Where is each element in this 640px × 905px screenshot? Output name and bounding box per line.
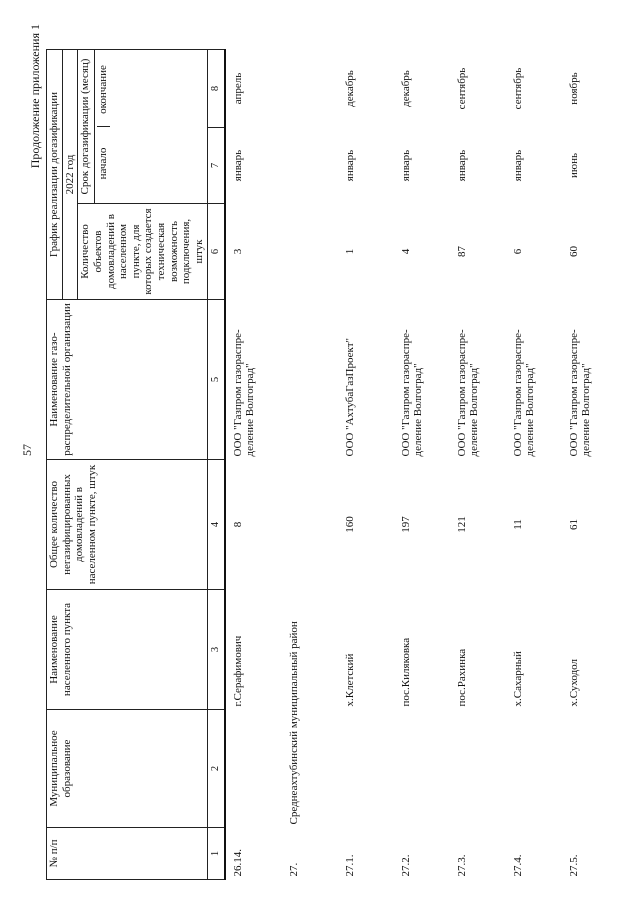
row-municipality — [450, 710, 506, 828]
colnum-8: 8 — [207, 50, 225, 128]
row-total: 197 — [399, 516, 412, 533]
table-row — [225, 50, 282, 880]
colnum-3: 3 — [207, 590, 225, 710]
row-start: январь — [343, 149, 356, 182]
row-objects: 1 — [343, 248, 356, 255]
header-gas-organization: Наименование газо-распределительной организации — [47, 300, 208, 460]
row-total: 61 — [567, 519, 580, 530]
colnum-4: 4 — [207, 460, 225, 590]
row-end: сентябрь — [455, 67, 468, 110]
row-objects: 87 — [455, 246, 468, 257]
row-org: ООО "Газпром газораспре-деление Волгоград" — [455, 329, 481, 457]
row-end — [282, 50, 338, 128]
row-total — [282, 460, 338, 590]
header-end: окончание — [96, 65, 109, 114]
row-start: январь — [511, 149, 524, 182]
row-num: 27.3. — [455, 854, 468, 877]
row-municipality — [338, 710, 394, 828]
row-municipality: Среднеахтубинский муниципальный район — [287, 621, 300, 825]
row-locality: г.Серафимович — [231, 635, 244, 707]
header-start: начало — [97, 126, 110, 200]
row-start — [282, 128, 338, 204]
row-municipality — [562, 710, 618, 828]
row-org: ООО "Газпром газораспре-деление Волгоград" — [511, 329, 537, 457]
page-number: 57 — [20, 444, 34, 456]
row-org: ООО "Газпром газораспре-деление Волгоград" — [231, 329, 257, 457]
column-numbers-row — [207, 50, 225, 880]
row-num: 27.2. — [399, 854, 412, 877]
row-org: ООО "Газпром газораспре-деление Волгоград" — [567, 329, 593, 457]
table-row — [394, 50, 450, 880]
header-num: № п/п — [47, 828, 208, 880]
header-schedule: График реализации догазификации — [47, 50, 63, 300]
row-locality: пос.Рахинка — [455, 648, 468, 707]
row-municipality — [225, 710, 282, 828]
row-end: декабрь — [399, 70, 412, 107]
row-locality: пос.Киляковка — [399, 637, 412, 707]
row-objects: 6 — [511, 248, 524, 255]
colnum-5: 5 — [207, 300, 225, 460]
header-deadline — [78, 50, 207, 204]
row-total: 121 — [455, 516, 468, 533]
row-num: 27. — [287, 862, 300, 877]
appendix-label: Продолжение приложения 1 — [28, 24, 42, 169]
table-row — [282, 50, 338, 880]
header-locality: Наименование населенного пункта — [47, 590, 208, 710]
row-objects: 60 — [567, 246, 580, 257]
row-total: 8 — [231, 521, 244, 528]
row-end: сентябрь — [511, 67, 524, 110]
table-row — [338, 50, 394, 880]
row-objects — [282, 204, 338, 300]
row-locality: х.Суходол — [567, 658, 580, 707]
header-year: 2022 год — [62, 50, 78, 300]
row-start: январь — [231, 149, 244, 182]
row-num: 27.5. — [567, 854, 580, 877]
row-total: 160 — [343, 516, 356, 533]
row-end: апрель — [231, 72, 244, 105]
row-locality: х.Сахарный — [511, 651, 524, 707]
document-page — [12, 20, 632, 880]
header-deadline-sub — [97, 53, 110, 200]
colnum-1: 1 — [207, 828, 225, 880]
colnum-6: 6 — [207, 204, 225, 300]
colnum-7: 7 — [207, 128, 225, 204]
row-end: декабрь — [343, 70, 356, 107]
row-num: 26.14. — [231, 849, 244, 877]
row-num: 27.4. — [511, 854, 524, 877]
row-locality: х.Клетский — [343, 653, 356, 707]
header-municipality: Муниципальное образование — [47, 710, 208, 828]
row-start: январь — [455, 149, 468, 182]
row-org: ООО "АхтубаГазПроект" — [343, 337, 356, 457]
table-body — [225, 50, 618, 880]
table-header — [47, 50, 225, 880]
colnum-2: 2 — [207, 710, 225, 828]
row-municipality — [394, 710, 450, 828]
table-row — [562, 50, 618, 880]
row-org: ООО "Газпром газораспре-деление Волгоград" — [399, 329, 425, 457]
header-objects: Количество объектов домовладений в населенном пункте, для которых создается техническая возможность подключения, штук — [78, 204, 207, 300]
header-deadline-title: Срок догазификации (месяц) — [79, 50, 95, 203]
header-total-households: Общее количество негазифицированных домовладений в населенном пункте, штук — [47, 460, 208, 590]
table-row — [450, 50, 506, 880]
row-org — [282, 300, 338, 460]
dogasification-table — [46, 49, 618, 880]
row-start: июнь — [567, 153, 580, 179]
table-row — [506, 50, 562, 880]
row-objects: 4 — [399, 248, 412, 255]
row-start: январь — [399, 149, 412, 182]
row-municipality — [506, 710, 562, 828]
row-num: 27.1. — [343, 854, 356, 877]
row-total: 11 — [511, 519, 524, 530]
row-end: ноябрь — [567, 72, 580, 105]
row-objects: 3 — [231, 248, 244, 255]
